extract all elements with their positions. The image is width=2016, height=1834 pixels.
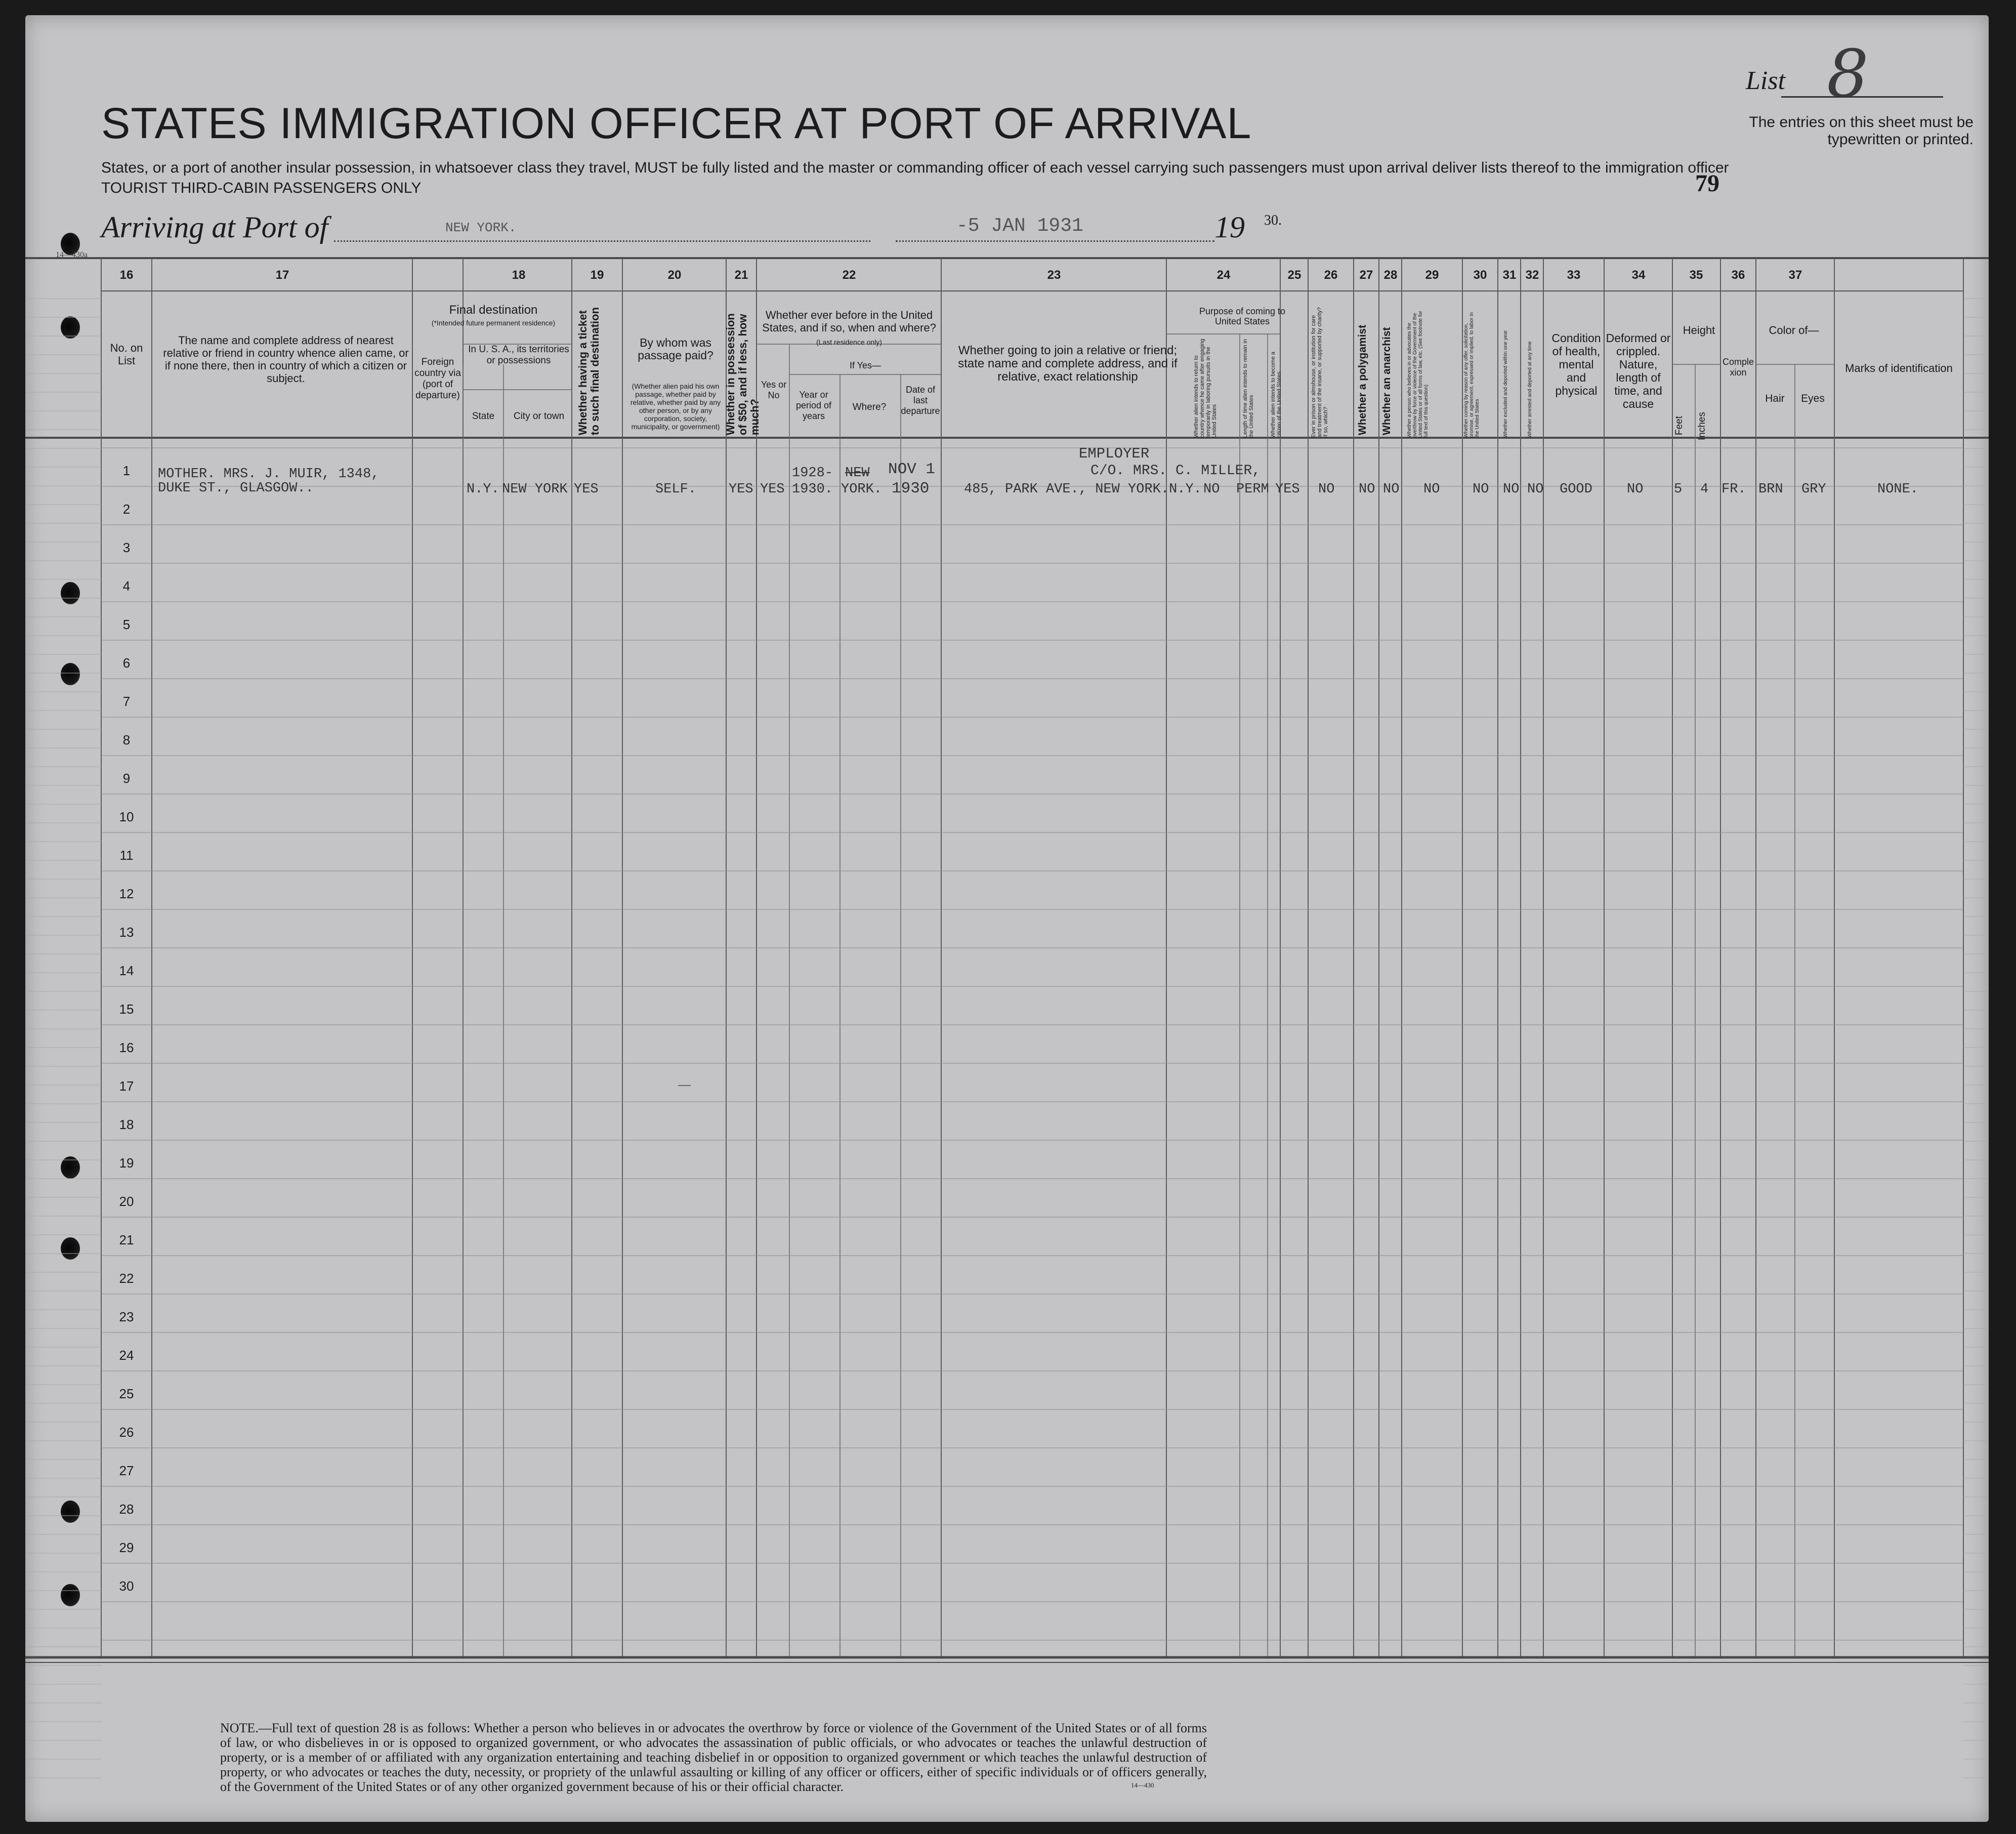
labor-offer-value: NO [1473,482,1489,497]
header-overthrow: Whether a person who believes in or advocates the overthrow by force or violence of the Government of the United States or of all forms of law, etc. (See footnote for full text of this question) [1407,311,1429,438]
column-number: 21 [734,268,748,282]
header-ever-before-note: (Last residence only) [816,338,882,346]
header-color-of: Color of— [1769,324,1819,337]
header-foreign-country: Foreign country via (port of departure) [414,357,461,401]
row-number: 5 [122,617,131,632]
deformed-value: NO [1627,482,1644,497]
column-number: 19 [590,268,604,282]
eyes-value: GRY [1801,482,1826,497]
row-number: 15 [119,1002,134,1017]
header-inches: Inches [1697,412,1707,440]
table-grid [25,15,1989,1822]
header-final-destination: Final destination [449,303,538,317]
header-height: Height [1683,324,1715,337]
header-by-whom-paid: By whom was passage paid? [638,336,713,362]
prison-value: NO [1318,482,1335,497]
row-number: 27 [119,1463,134,1478]
ticket-value: YES [574,482,599,497]
destination-city: NEW YORK [502,482,568,497]
row-number: 3 [122,540,131,555]
header-hair: Hair [1765,393,1785,404]
row-number: 17 [119,1078,134,1094]
header-complexion: Complexion [1722,357,1754,378]
citizen-value: YES [1275,482,1300,497]
header-excluded: Whether excluded and deported within one year [1503,330,1508,438]
row-number: 1 [122,463,131,478]
header-purpose-citizen: Whether alien intends to become a citizen of the United States [1270,352,1282,438]
list-label: List [1746,66,1786,95]
header-going-to-join: Whether going to join a relative or friend; state name and complete address, and if relative, exact relationship [958,344,1178,384]
header-ever-before: Whether ever before in the United States, and if so, when and where? [762,309,936,334]
row-number: 16 [119,1040,134,1055]
column-number: 16 [119,268,134,282]
overthrow-value: NO [1423,482,1440,497]
destination-state: N.Y. [467,482,499,497]
header-year-period: Year or period of years [795,390,832,421]
departure-line1: NOV 1 [888,461,936,478]
column-number: 37 [1788,268,1802,282]
joining-line2: 485, PARK AVE., NEW YORK.N.Y. [964,482,1202,497]
row-number: 19 [119,1155,134,1171]
row-number: 22 [119,1271,134,1286]
header-ticket: Whether having a ticket to such final destination [576,307,601,435]
before-yes-value: YES [760,482,785,497]
arriving-label: Arriving at Port of [101,211,328,244]
column-number: 29 [1425,268,1439,282]
passenger-class-label: TOURIST THIRD-CABIN PASSENGERS ONLY [101,180,422,196]
joining-line1: C/O. MRS. C. MILLER, [1090,463,1261,479]
excluded-value: NO [1503,482,1520,497]
row-number: 24 [119,1348,134,1363]
year-suffix: 30. [1264,213,1282,228]
column-number: 30 [1473,268,1487,282]
header-in-usa: In U. S. A., its territories or possessions [468,344,569,366]
header-by-whom-paid-note: (Whether alien paid his own passage, whether paid by relative, whether paid by any other person, or by any corporation, society, municipality, or government) [630,382,721,431]
manifest-sheet [25,15,1989,1822]
column-number: 35 [1689,268,1703,282]
complexion-value: FR. [1721,482,1746,497]
row-number: 18 [119,1117,134,1132]
header-where: Where? [852,402,887,412]
row-number: 8 [122,732,131,747]
list-number: 8 [1827,35,1869,112]
year-label: 19 [1214,211,1245,244]
feet-value: 5 [1674,482,1683,497]
footnote-code: 14—430 [1131,1781,1154,1789]
row-number: 9 [122,771,131,786]
entries-note: The entries on this sheet must be typewritten or printed. [1749,114,1973,148]
header-yes-no: Yes or No [761,380,787,400]
column-number: 23 [1047,268,1061,282]
row-number: 28 [119,1502,134,1517]
row-number: 2 [122,502,131,517]
row-number: 23 [119,1309,134,1324]
header-marks: Marks of identification [1845,362,1953,374]
header-if-yes: If Yes— [849,360,881,370]
arrested-value: NO [1527,482,1544,497]
column-number: 22 [842,268,856,282]
period-line1: 1928- [792,466,833,481]
length-stay-value: PERM [1236,482,1269,497]
header-labor-offer: Whether coming by reason of any offer, solicitation, promise, or agreement, expressed or implied, to labor in the United States [1463,312,1480,438]
header-anarchist: Whether an anarchist [1381,327,1393,435]
marks-value: NONE. [1877,482,1919,497]
header-polygamist: Whether a polygamist [1357,324,1368,435]
column-number: 25 [1287,268,1301,282]
instructions-text: States, or a port of another insular possession, in whatsoever class they travel, MUST be fully listed and the master or commanding officer of each vessel carrying such passengers must upon arrival deliver lists thereof to the immigration officer [101,159,1729,176]
where-line2: YORK. [841,482,883,497]
row-number: 20 [119,1194,134,1209]
header-purpose: Purpose of coming to United States [1199,306,1286,326]
row-number: 10 [119,809,134,824]
row-number: 26 [119,1425,134,1440]
row-number: 11 [119,848,134,863]
relative-line2: DUKE ST., GLASGOW.. [158,481,314,496]
return-country-value: NO [1203,482,1220,497]
form-code: 14—430a [56,251,88,259]
column-number: 17 [275,268,289,282]
anarchist-value: NO [1383,482,1400,497]
port-value: NEW YORK. [445,220,517,235]
column-number: 31 [1502,268,1517,282]
where-line1: NEW [845,466,870,481]
column-number: 20 [667,268,682,282]
row-number: 12 [119,886,134,901]
header-no-on-list: No. on List [110,342,143,367]
column-number: 34 [1631,268,1646,282]
column-number: 24 [1216,268,1231,282]
row-number: 7 [122,694,131,709]
joining-line0: EMPLOYER [1079,445,1150,462]
header-prison: Ever in prison or almshouse, or institution for care and treatment of the insane, or supported by charity? If so, which? [1311,307,1329,438]
row-number: 29 [119,1540,134,1555]
money-value: YES [729,482,753,497]
period-line2: 1930. [792,482,833,497]
footnote-text: NOTE.—Full text of question 28 is as follows: Whether a person who believes in or advocates the overthrow by force or violence of the Government of the United States or of all forms of law, or who disbelieves in or is opposed to organized government, or who advocates the assassination of public officials, or who advocates or teaches the unlawful destruction of property, or is a member of or affiliated with any organization entertaining and teaching disbelief in or opposition to organized government or which teaches the unlawful destruction of property, or who advocates or teaches the duty, necessity, or propriety of the unlawful assaulting or killing of any officer or officers, either of specific individuals or of officers generally, of the Government of the United States or of any other organized government because of his or their official character. [220,1721,1207,1794]
passage-paid-value: SELF. [655,482,697,497]
column-number: 27 [1359,268,1373,282]
departure-line2: 1930 [892,480,930,497]
header-purpose-length: Length of time alien intends to remain in the United States [1242,339,1254,438]
inches-value: 4 [1700,482,1709,497]
row-number: 6 [122,655,131,671]
row-number: 14 [119,963,134,978]
column-number: 33 [1567,268,1581,282]
header-city: City or town [513,411,565,422]
health-value: GOOD [1560,482,1592,497]
column-number: 36 [1731,268,1745,282]
column-number: 32 [1525,268,1539,282]
row-number: 4 [122,578,131,594]
header-health: Condition of health, mental and physical [1551,331,1601,397]
page-title: STATES IMMIGRATION OFFICER AT PORT OF ARRIVAL [101,99,1252,148]
relative-line1: MOTHER. MRS. J. MUIR, 1348, [158,467,380,482]
header-date-departure: Date of last departure [901,385,940,416]
header-feet: Feet [1674,415,1685,435]
row-number: 30 [119,1578,134,1594]
header-arrested: Whether arrested and deported at any time [1527,341,1533,438]
header-deformed: Deformed or crippled. Nature, length of time, and cause [1606,331,1671,410]
header-money: Whether in possession of $50, and if less, how much? [724,313,761,435]
header-final-destination-note: (*Intended future permanent residence) [431,319,556,327]
column-number: 18 [512,268,526,282]
header-purpose-return: Whether alien intends to return to country whence he came after engaging temporarily in laboring pursuits in the United States [1193,339,1217,438]
column-number: 28 [1383,268,1398,282]
row-number: 13 [119,925,134,940]
arrival-date-stamp: -5 JAN 1931 [956,215,1083,237]
header-nearest-relative: The name and complete address of nearest relative or friend in country whence alien came, or if none there, then in country of which a citizen or subject. [163,334,409,385]
row-number: 21 [119,1232,134,1247]
polygamist-value: NO [1359,482,1375,497]
column-number: 26 [1324,268,1338,282]
header-state: State [472,411,495,422]
sheet-number: 79 [1695,170,1719,197]
hair-value: BRN [1758,482,1783,497]
row-number: 25 [119,1386,134,1401]
header-eyes: Eyes [1801,393,1825,404]
